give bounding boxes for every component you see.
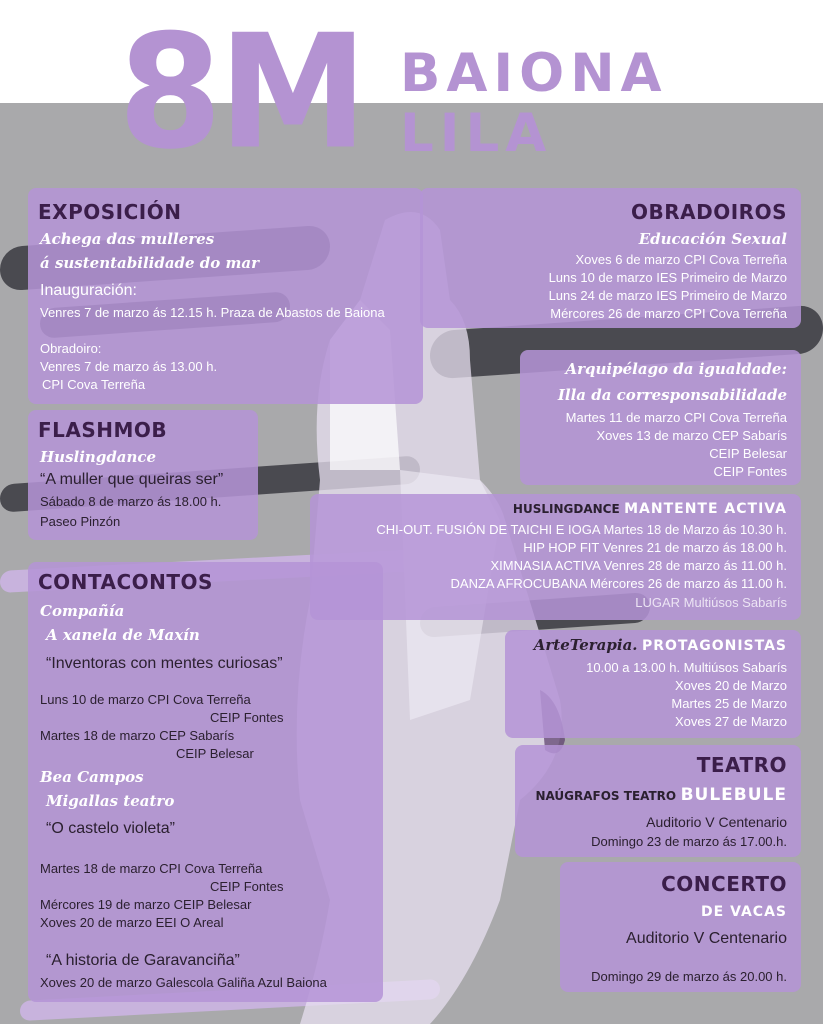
teatro-company: NAÚGRAFOS TEATRO <box>535 789 677 803</box>
session2-line2: CEIP Fontes <box>210 879 284 894</box>
teatro-company-row <box>535 785 787 805</box>
mantente-line1: CHI-OUT. FUSIÓN DE TAICHI E IOGA Martes 18 de Marzo ás 10.30 h. <box>376 522 787 537</box>
obradoiros-line1: Xoves 6 de marzo CPI Cova Terreña <box>575 252 787 267</box>
arquipelago-line2: Xoves 13 de marzo CEP Sabarís <box>596 428 787 443</box>
arquipelago-line4: CEIP Fontes <box>713 464 787 479</box>
arteterapia-line2: Xoves 20 de Marzo <box>674 678 787 693</box>
heading-flashmob: FLASHMOB <box>38 418 168 442</box>
contacontos-company-2: A xanela de Maxín <box>46 626 200 644</box>
heading-obradoiros: OBRADOIROS <box>631 200 787 224</box>
arteterapia-heading-row <box>534 636 787 655</box>
flashmob-subtitle: Huslingdance <box>40 448 157 466</box>
inauguracion-label: Inauguración: <box>40 282 137 299</box>
mantente-line5: LUGAR Multiúsos Sabarís <box>635 595 787 610</box>
teatro-show: BULEBULE <box>680 785 787 805</box>
heading-exposicion: EXPOSICIÓN <box>38 200 182 224</box>
heading-mantente-activa: MANTENTE ACTIVA <box>624 501 787 517</box>
panel-contacontos <box>28 562 383 1002</box>
obradoiro-date: Venres 7 de marzo ás 13.00 h. <box>40 359 218 374</box>
arteterapia-prefix: ArteTerapia. <box>533 636 638 654</box>
heading-teatro: TEATRO <box>696 753 787 777</box>
panel-flashmob <box>28 410 258 540</box>
contacontos-quote-3: “A historia de Garavanciña” <box>46 952 240 969</box>
contacontos-quote-1: “Inventoras con mentes curiosas” <box>46 655 283 672</box>
session2-line4: Xoves 20 de marzo EEI O Areal <box>40 915 224 930</box>
mantente-line2: HIP HOP FIT Venres 21 de marzo ás 18.00 h. <box>523 540 787 555</box>
title-baiona-lila: BAIONA LILA <box>400 43 668 164</box>
arquipelago-line3: CEIP Belesar <box>709 446 787 461</box>
panel-arquipelago <box>520 350 801 485</box>
heading-contacontos: CONTACONTOS <box>38 570 213 594</box>
concerto-subtitle: DE VACAS <box>701 904 787 920</box>
exposicion-subtitle-2: á sustentabilidade do mar <box>40 254 260 272</box>
session1-line2: CEIP Fontes <box>210 710 284 725</box>
arteterapia-line1: 10.00 a 13.00 h. Multiúsos Sabarís <box>586 660 787 675</box>
obradoiro-place: CPI Cova Terreña <box>42 377 146 392</box>
concerto-date: Domingo 29 de marzo ás 20.00 h. <box>591 969 787 984</box>
arquipelago-subtitle-1: Arquipélago da igualdade: <box>565 360 787 378</box>
flashmob-date: Sábado 8 de marzo ás 18.00 h. <box>40 494 222 509</box>
contacontos-author-1: Bea Campos <box>40 768 144 786</box>
session1-line1: Luns 10 de marzo CPI Cova Terreña <box>40 692 251 707</box>
teatro-date: Domingo 23 de marzo ás 17.00.h. <box>591 834 787 849</box>
obradoiros-line4: Mércores 26 de marzo CPI Cova Terreña <box>550 306 787 321</box>
title-8m: 8M <box>118 1 364 185</box>
heading-protagonistas: PROTAGONISTAS <box>641 638 787 654</box>
flashmob-place: Paseo Pinzón <box>40 514 121 529</box>
exposicion-subtitle-1: Achega das mulleres <box>40 230 215 248</box>
heading-concerto: CONCERTO <box>661 872 787 896</box>
session1-line4: CEIP Belesar <box>176 746 254 761</box>
flashmob-quote: “A muller que queiras ser” <box>40 471 224 488</box>
panel-arteterapia <box>505 630 801 738</box>
session2-line1: Martes 18 de marzo CPI Cova Terreña <box>40 861 263 876</box>
obradoiros-line3: Luns 24 de marzo IES Primeiro de Marzo <box>548 288 787 303</box>
arteterapia-line4: Xoves 27 de Marzo <box>674 714 787 729</box>
mantente-line3: XIMNASIA ACTIVA Venres 28 de marzo ás 11.00 h. <box>490 558 787 573</box>
session1-line3: Martes 18 de marzo CEP Sabarís <box>40 728 235 743</box>
mantente-prefix: HUSLINGDANCE <box>512 502 620 516</box>
arquipelago-line1: Martes 11 de marzo CPI Cova Terreña <box>565 410 787 425</box>
panel-concerto <box>560 862 801 992</box>
mantente-heading-row <box>513 500 787 518</box>
contacontos-quote-2: “O castelo violeta” <box>46 820 175 837</box>
inauguracion-detail: Venres 7 de marzo ás 12.15 h. Praza de Abastos de Baiona <box>40 305 385 320</box>
obradoiro-label: Obradoiro: <box>40 341 102 356</box>
concerto-place: Auditorio V Centenario <box>626 930 787 947</box>
panel-teatro <box>515 745 801 857</box>
teatro-place: Auditorio V Centenario <box>646 814 787 830</box>
contacontos-author-2: Migallas teatro <box>46 792 175 810</box>
obradoiros-subtitle: Educación Sexual <box>638 230 787 248</box>
arteterapia-line3: Martes 25 de Marzo <box>671 696 787 711</box>
session3-line1: Xoves 20 de marzo Galescola Galiña Azul Baiona <box>40 975 327 990</box>
session2-line3: Mércores 19 de marzo CEIP Belesar <box>40 897 252 912</box>
contacontos-company-1: Compañía <box>40 602 125 620</box>
panel-obradoiros <box>420 188 801 328</box>
obradoiros-line2: Luns 10 de marzo IES Primeiro de Marzo <box>548 270 787 285</box>
mantente-line4: DANZA AFROCUBANA Mércores 26 de marzo ás 11.00 h. <box>450 576 787 591</box>
panel-mantente-activa <box>310 494 801 620</box>
panel-exposicion <box>28 188 423 404</box>
arquipelago-subtitle-2: Illa da corresponsabilidade <box>557 386 787 404</box>
